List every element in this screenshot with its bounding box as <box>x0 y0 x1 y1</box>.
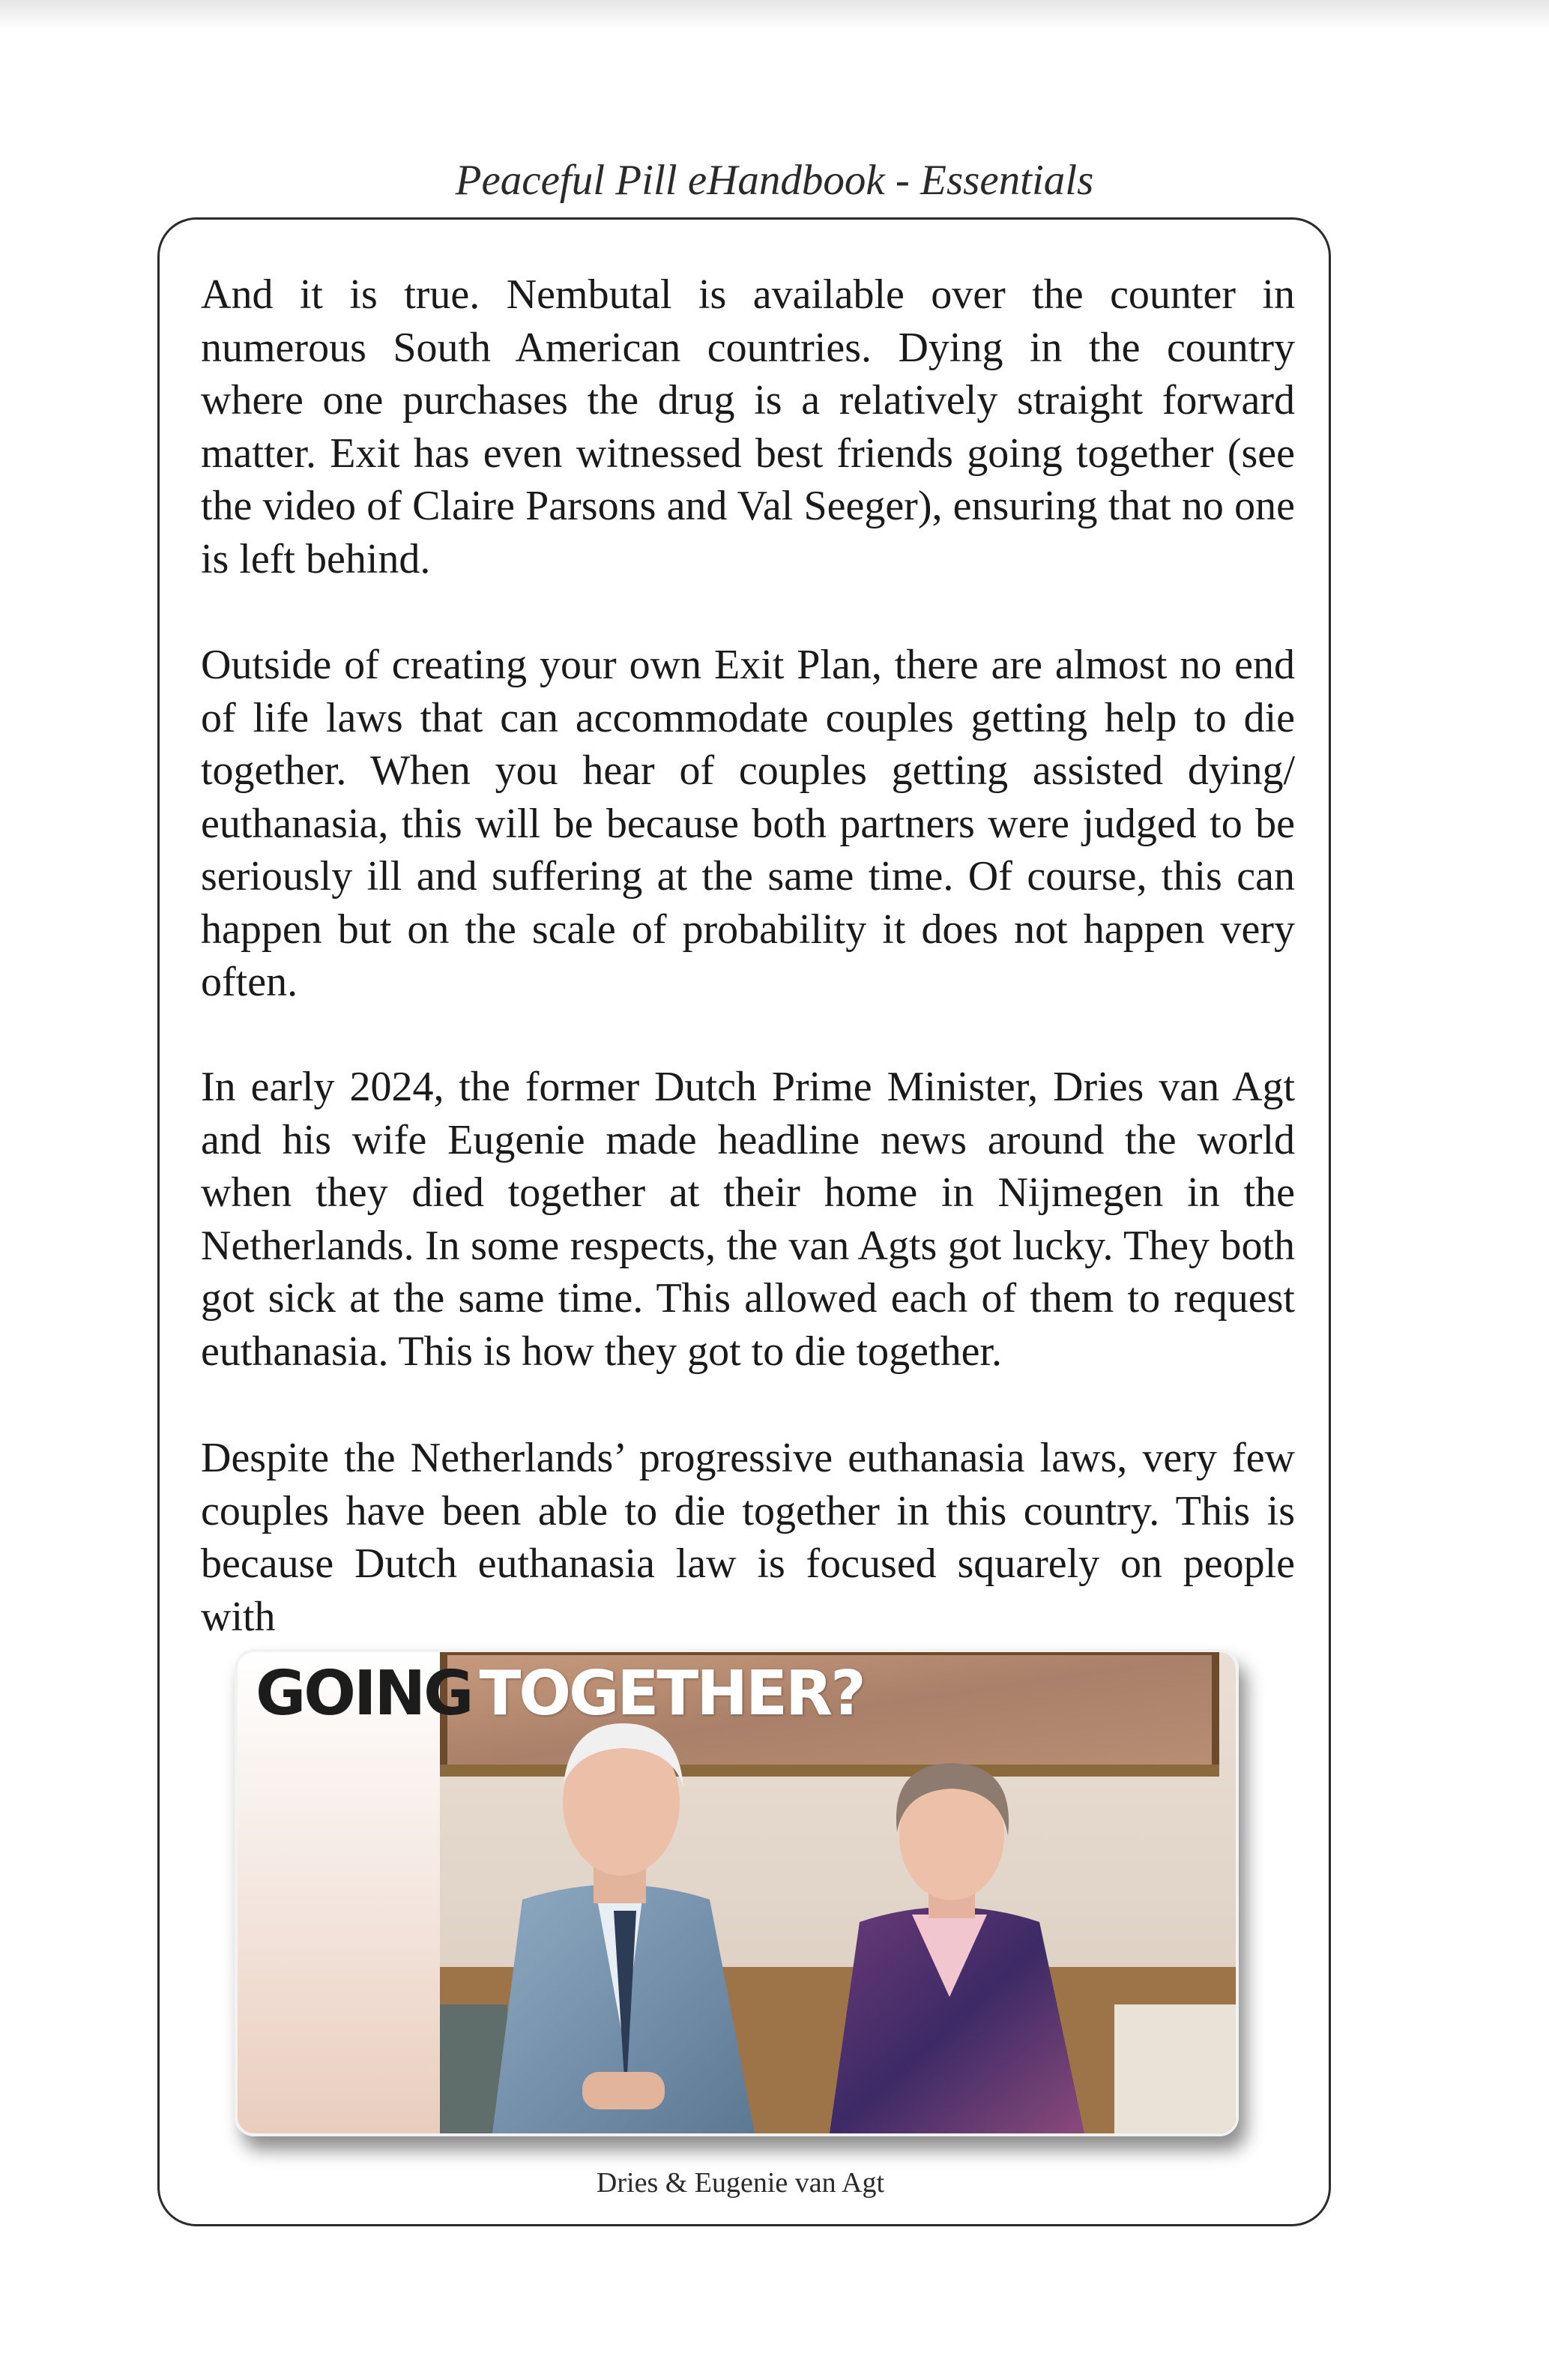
body-paragraph-4: Despite the Netherlands’ progressive euthanasia laws, very few couples have been able to die together in this country. This is because Dutch euthanasia law is focused squarely on people with <box>201 1435 1295 1640</box>
page-top-shadow <box>0 0 1549 30</box>
figure-headline <box>256 1658 864 1729</box>
figure-caption: Dries & Eugenie van Agt <box>596 2167 885 2199</box>
body-paragraph-1: And it is true. Nembutal is available over the counter in numerous South American countries. Dying in the country where one purchases the drug is a relatively straight forward matter. Exit has even witnessed best friends going together (see the video of Claire Parsons and Val Seeger), ensuring that no one is left behind. <box>201 271 1295 582</box>
headline-word-going: GOING <box>256 1658 472 1729</box>
body-paragraph-2: Outside of creating your own Exit Plan, there are almost no end of life laws that can accommodate couples getting help to die together. When you hear of couples getting assisted dying/ euthanasia, this will be because both partners were judged to be seriously ill and suffering at the same time. Of course, this can happen but on the scale of probability it does not happen very often. <box>201 642 1295 1005</box>
figure-going-together <box>235 1649 1239 2136</box>
running-header: Peaceful Pill eHandbook - Essentials <box>455 157 1094 204</box>
body-paragraph-3: In early 2024, the former Dutch Prime Minister, Dries van Agt and his wife Eugenie made headline news around the world when they died together at their home in Nijmegen in the Netherlands. In some respects, the van Agts got lucky. They both got sick at the same time. This allowed each of them to request euthanasia. This is how they got to die together. <box>201 1064 1295 1375</box>
headline-word-together: TOGETHER? <box>479 1658 864 1729</box>
